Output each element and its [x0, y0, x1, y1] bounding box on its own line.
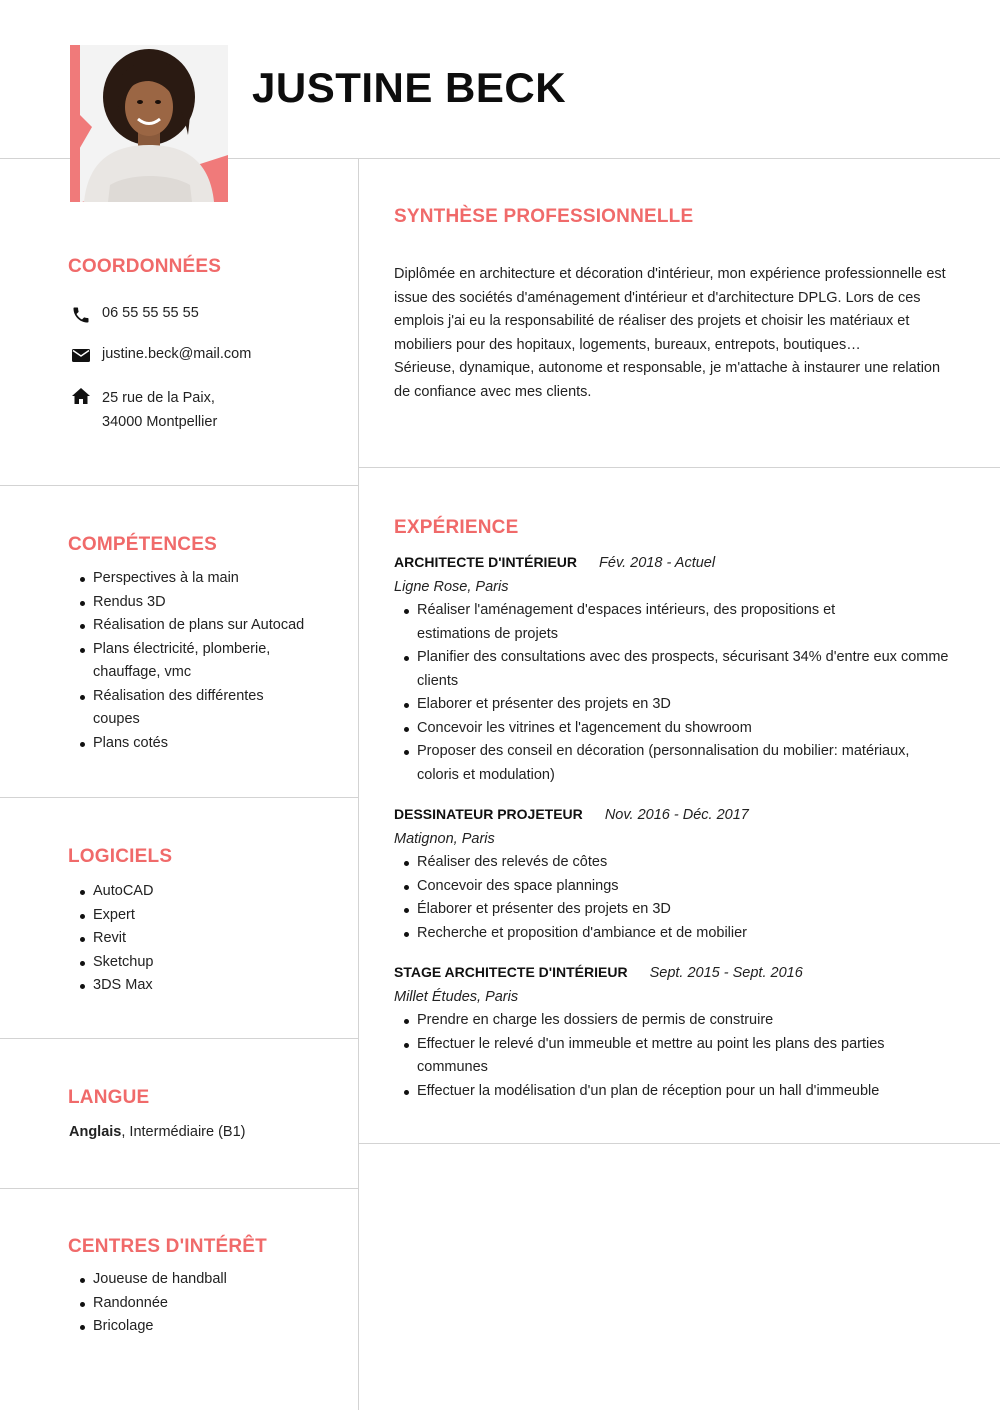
- job-header: [394, 551, 959, 576]
- list-item: Réalisation des différentes coupes: [70, 685, 303, 732]
- job-tasks: [394, 1009, 954, 1103]
- list-item: Prendre en charge les dossiers de permis de construire: [394, 1009, 954, 1033]
- summary-paragraph: Diplômée en architecture et décoration d'intérieur, mon expérience professionnelle est issue des sociétés d'aménagement d'intérieur et d'architecture DPLG. Lors de ces emplois j'ai eu la responsabilité de réaliser des projets et choisir les matériaux et mobiliers pour des hopitaux, logements, bureaux, entrepots, boutiques…: [394, 266, 946, 353]
- job-tasks: [394, 851, 954, 945]
- list-item: Expert: [70, 904, 340, 928]
- job-company: Matignon, Paris: [394, 830, 495, 847]
- job-header: [394, 803, 959, 828]
- list-item: Perspectives à la main: [70, 567, 340, 591]
- address-line-2: 34000 Montpellier: [102, 413, 218, 430]
- job-title: ARCHITECTE D'INTÉRIEUR: [394, 554, 577, 570]
- skills-list: [70, 567, 340, 755]
- list-item: Élaborer et présenter des projets en 3D: [394, 898, 954, 922]
- software-list: [70, 880, 340, 998]
- list-item: Recherche et proposition d'ambiance et de mobilier: [394, 922, 954, 946]
- list-item: Réaliser l'aménagement d'espaces intérieurs, des propositions et estimations de projets: [394, 599, 887, 646]
- list-item: Rendus 3D: [70, 591, 340, 615]
- left-divider: [0, 1038, 358, 1039]
- list-item: Réalisation de plans sur Autocad: [70, 614, 340, 638]
- contact-email: [70, 343, 251, 367]
- right-divider: [358, 467, 1000, 468]
- job-title: DESSINATEUR PROJETEUR: [394, 806, 583, 822]
- summary-title: SYNTHÈSE PROFESSIONNELLE: [394, 206, 694, 227]
- list-item: Sketchup: [70, 951, 340, 975]
- interests-title: CENTRES D'INTÉRÊT: [68, 1236, 267, 1257]
- job-entry: [394, 551, 959, 787]
- list-item: Effectuer la modélisation d'un plan de réception pour un hall d'immeuble: [394, 1080, 954, 1104]
- email-address: justine.beck@mail.com: [102, 346, 252, 362]
- profile-photo: [70, 45, 228, 202]
- summary-text: [394, 263, 954, 404]
- list-item: Réaliser des relevés de côtes: [394, 851, 954, 875]
- right-divider: [358, 1143, 1000, 1144]
- experience-list: [394, 551, 959, 1103]
- job-title: STAGE ARCHITECTE D'INTÉRIEUR: [394, 964, 628, 980]
- job-entry: [394, 803, 959, 945]
- list-item: Effectuer le relevé d'un immeuble et mettre au point les plans des parties communes: [394, 1033, 954, 1080]
- job-company: Ligne Rose, Paris: [394, 578, 509, 595]
- contact-address: [70, 387, 217, 434]
- list-item: Plans électricité, plomberie, chauffage, vmc: [70, 638, 303, 685]
- experience-title: EXPÉRIENCE: [394, 517, 519, 538]
- header-divider: [0, 158, 70, 159]
- address-line-1: 25 rue de la Paix,: [102, 390, 215, 406]
- list-item: Concevoir des space plannings: [394, 875, 954, 899]
- header-divider: [228, 158, 1000, 159]
- list-item: 3DS Max: [70, 974, 340, 998]
- list-item: Proposer des conseil en décoration (personnalisation du mobilier: matériaux, coloris et modulation): [394, 740, 954, 787]
- list-item: AutoCAD: [70, 880, 340, 904]
- job-dates: Sept. 2015 - Sept. 2016: [649, 965, 803, 981]
- phone-icon: [70, 302, 92, 325]
- list-item: Concevoir les vitrines et l'agencement du showroom: [394, 717, 954, 741]
- list-item: Randonnée: [70, 1292, 340, 1316]
- contact-phone: [70, 302, 199, 326]
- job-company: Millet Études, Paris: [394, 988, 519, 1005]
- language-entry: [69, 1121, 245, 1145]
- list-item: Joueuse de handball: [70, 1268, 340, 1292]
- job-dates: Fév. 2018 - Actuel: [599, 555, 716, 571]
- skills-title: COMPÉTENCES: [68, 534, 217, 555]
- job-header: [394, 961, 959, 986]
- left-divider: [0, 485, 358, 486]
- language-level: , Intermédiaire (B1): [121, 1124, 246, 1140]
- list-item: Bricolage: [70, 1315, 340, 1339]
- job-tasks: [394, 599, 954, 787]
- language-title: LANGUE: [68, 1087, 150, 1108]
- job-dates: Nov. 2016 - Déc. 2017: [604, 807, 749, 823]
- list-item: Elaborer et présenter des projets en 3D: [394, 693, 954, 717]
- left-divider: [0, 1188, 358, 1189]
- list-item: Revit: [70, 927, 340, 951]
- envelope-icon: [70, 343, 92, 362]
- left-divider: [0, 797, 358, 798]
- column-divider: [358, 158, 359, 1410]
- list-item: Plans cotés: [70, 732, 340, 756]
- job-entry: [394, 961, 959, 1103]
- candidate-name: JUSTINE BECK: [252, 64, 567, 111]
- phone-number: 06 55 55 55 55: [102, 305, 199, 321]
- language-name: Anglais: [69, 1124, 122, 1140]
- list-item: Planifier des consultations avec des prospects, sécurisant 34% d'entre eux comme clients: [394, 646, 954, 693]
- contact-title: COORDONNÉES: [68, 256, 222, 277]
- summary-paragraph: Sérieuse, dynamique, autonome et responsable, je m'attache à instaurer une relation de confiance avec mes clients.: [394, 360, 941, 400]
- software-title: LOGICIELS: [68, 846, 173, 867]
- home-icon: [70, 387, 92, 405]
- interests-list: [70, 1268, 340, 1339]
